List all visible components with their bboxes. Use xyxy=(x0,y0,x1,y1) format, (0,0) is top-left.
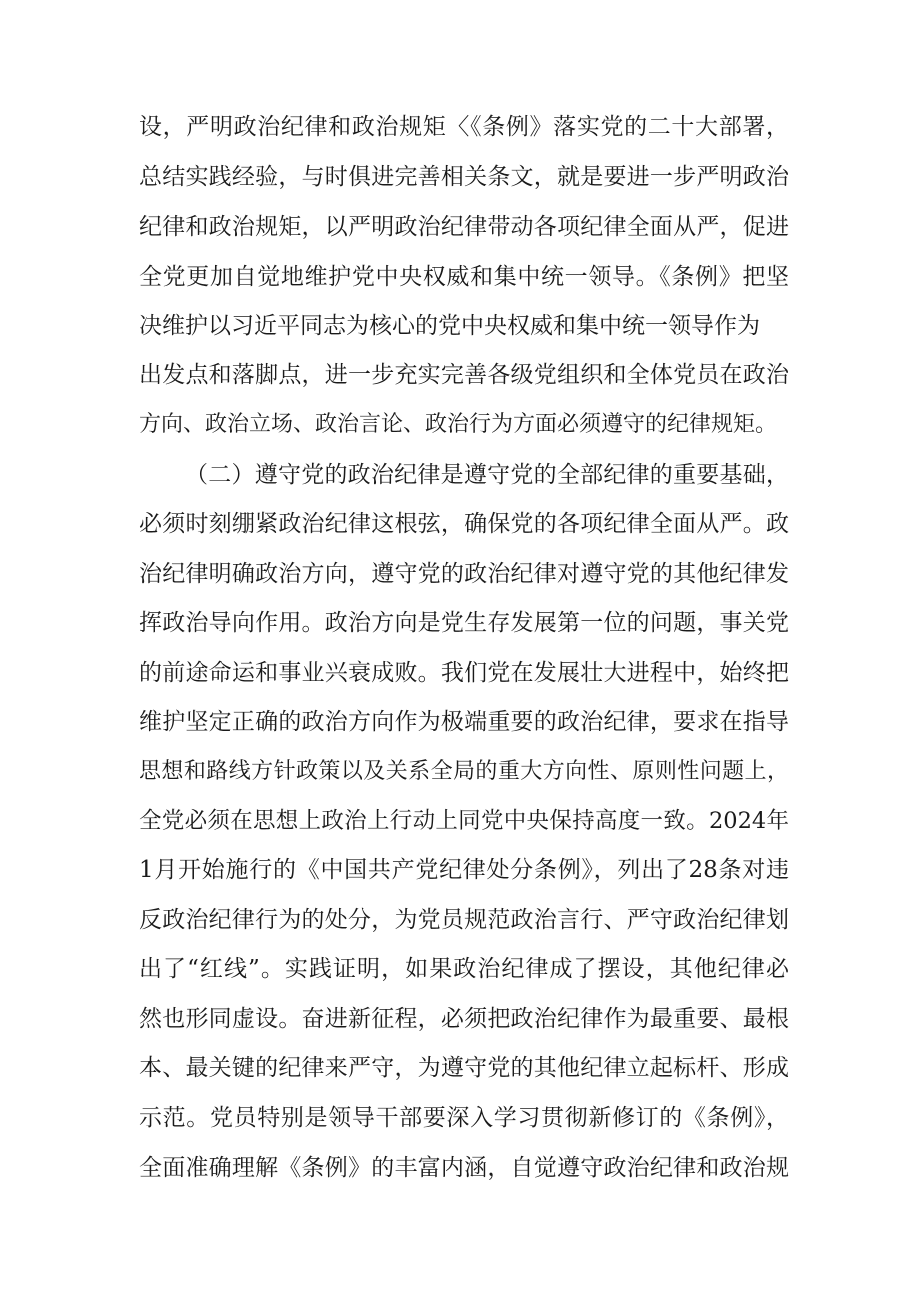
text-line: 反政治纪律行为的处分，为党员规范政治言行、严守政治纪律划 xyxy=(139,907,789,933)
text-line: 然也形同虚设。奋进新征程，必须把政治纪律作为最重要、最根 xyxy=(139,1006,789,1032)
text-line: 全面准确理解《条例》的丰富内涵，自觉遵守政治纪律和政治规 xyxy=(139,1155,789,1181)
text-line: 思想和路线方针政策以及关系全局的重大方向性、原则性问题上， xyxy=(139,759,789,784)
text-line: 设，严明政治纪律和政治规矩〈《条例》落实党的二十大部署， xyxy=(139,114,789,140)
text-line: 决维护以习近平同志为核心的党中央权威和集中统一领导作为 xyxy=(139,313,760,339)
paragraph-end-line: 方向、政治立场、政治言论、政治行为方面必须遵守的纪律规矩。 xyxy=(139,412,778,437)
text-line: 出了“红线”。实践证明，如果政治纪律成了摆设，其他纪律必 xyxy=(139,956,789,982)
text-line: 挥政治导向作用。政治方向是党生存发展第一位的问题，事关党 xyxy=(139,610,789,636)
text-line: 治纪律明确政治方向，遵守党的政治纪律对遵守党的其他纪律发 xyxy=(139,561,789,587)
text-line: 全党更加自觉地维护党中央权威和集中统一领导。《条例》把坚 xyxy=(139,264,789,290)
text-line: 必须时刻绷紧政治纪律这根弦，确保党的各项纪律全面从严。政 xyxy=(139,511,789,537)
text-line: 全党必须在思想上政治上行动上同党中央保持高度一致。2024年 xyxy=(139,808,789,834)
text-line: 出发点和落脚点，进一步充实完善各级党组织和全体党员在政治 xyxy=(139,362,789,388)
text-line: 总结实践经验，与时俱进完善相关条文，就是要进一步严明政治 xyxy=(139,164,789,190)
text-line: 的前途命运和事业兴衰成败。我们党在发展壮大进程中，始终把 xyxy=(139,660,789,686)
text-line: 1月开始施行的《中国共产党纪律处分条例》，列出了28条对违 xyxy=(139,857,789,883)
text-line: 维护坚定正确的政治方向作为极端重要的政治纪律，要求在指导 xyxy=(139,709,789,735)
paragraph-start-line: （二）遵守党的政治纪律是遵守党的全部纪律的重要基础， xyxy=(185,462,789,488)
text-line: 示范。党员特别是领导干部要深入学习贯彻新修订的《条例》， xyxy=(139,1105,789,1131)
text-line: 纪律和政治规矩，以严明政治纪律带动各项纪律全面从严，促进 xyxy=(139,214,789,240)
text-line: 本、最关键的纪律来严守，为遵守党的其他纪律立起标杆、形成 xyxy=(139,1055,789,1081)
